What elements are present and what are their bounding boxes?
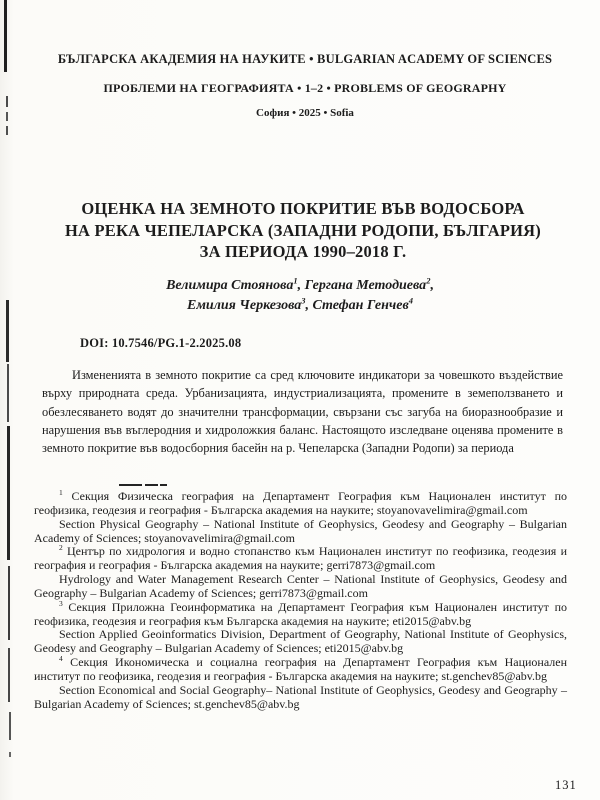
scan-edge-artifact [7, 426, 10, 560]
article-title-line: ОЦЕНКА НА ЗЕМНОТО ПОКРИТИЕ ВЪВ ВОДОСБОРА [81, 199, 525, 218]
footnote-marker: 2 [59, 543, 63, 553]
author: Велимира Стоянова$^1$, [166, 275, 305, 293]
footnote: Hydrology and Water Management Research Center – National Institute of Geophysics, Geodesy and Geography – Bulgarian Academy of Sciences; gerri7873@gmail.com [34, 572, 567, 600]
footnote: $^3$ Секция Приложна Геоинформатика на Департамент География към Национален институт по геофизика, геодезия и география към Българска академия на науките; eti2015@abv.bg [34, 598, 567, 628]
footnote: Section Economical and Social Geography– National Institute of Geophysics, Geodesy and Geography – Bulgarian Academy of Sciences; st.genchev85@abv.bg [34, 682, 567, 711]
author-affiliation-marker: 2 [426, 275, 431, 286]
scan-edge-artifact [7, 364, 9, 422]
scan-edge-artifact [6, 126, 8, 135]
author: Емилия Черкезова$^3$, [187, 295, 313, 313]
author-affiliation-marker: 1 [293, 275, 298, 286]
scan-edge-artifact [9, 752, 11, 757]
footnote: $^1$ Секция Физическа география на Департамент География към Национален институт по геофизика, геодезия и география - Българска академия на науките; stoyanovavelimira@gmail.com [34, 488, 568, 517]
scan-edge-artifact [4, 0, 7, 72]
footnote-marker: 1 [59, 488, 63, 497]
author: Гергана Методиева$^2$, [304, 275, 434, 293]
article-title-line: НА РЕКА ЧЕПЕЛАРСКА (ЗАПАДНИ РОДОПИ, БЪЛГАРИЯ) [65, 220, 541, 240]
footnote-separator-rule [119, 484, 167, 486]
footnote: Section Physical Geography – National Institute of Geophysics, Geodesy and Geography – Bulgarian Academy of Sciences; stoyanovavelimira@gmail.com [34, 516, 567, 545]
journal-header [28, 52, 582, 120]
article-title [8, 198, 598, 263]
footnote: $^4$ Секция Икономическа и социална география на Департамент География към Национален институт по геофизика, геодезия и география - Българска академия на науките; st.genchev85@abv.bg [34, 654, 567, 683]
footnote: Section Applied Geoinformatics Division, Department of Geography, National Institute of Geophysics, Geodesy and Geography – Bulgarian Academy of Sciences; eti2015@abv.bg [34, 627, 567, 656]
footnote-marker: 4 [59, 654, 63, 664]
author: Стефан Генчев$^4$ [312, 295, 413, 313]
scan-edge-artifact [6, 112, 8, 121]
author-list [0, 276, 600, 316]
author-affiliation-marker: 3 [301, 295, 306, 306]
journal-name: ПРОБЛЕМИ НА ГЕОГРАФИЯТА • 1–2 • PROBLEMS OF GEOGRAPHY [103, 81, 507, 95]
footnotes-block [34, 490, 567, 712]
footnote-marker: 3 [59, 598, 63, 608]
journal-city-year: София • 2025 • Sofia [256, 107, 354, 119]
scan-edge-artifact [9, 712, 11, 740]
scan-edge-artifact [8, 648, 10, 702]
academy-name: БЪЛГАРСКА АКАДЕМИЯ НА НАУКИТЕ • BULGARIAN ACADEMY OF SCIENCES [57, 52, 553, 66]
footnote: $^2$ Център по хидрология и водно стопанство към Национален институт по геофизика, геодезия и география и география - Българска академия на науките; gerri7873@gmail.com [34, 543, 568, 573]
article-title-line: ЗА ПЕРИОДА 1990–2018 Г. [199, 242, 407, 261]
abstract-paragraph: Измененията в земното покритие са сред ключовите индикатори за човешкото въздействие върху природната среда. Урбанизацията, индустриализацията, промените в земеползването и обезлесяването водят до значителни трансформации, свързани със загуба на биоразнообразие и нарушения във въглеродния и хидроложкия баланс. Настоящото изследване оценява промените в земното покритие във водосборния басейн на р. Чепеларска (Западни Родопи) за периода [42, 368, 563, 456]
scan-edge-artifact [8, 566, 10, 640]
page-number: 131 [555, 778, 577, 792]
author-affiliation-marker: 4 [408, 295, 413, 306]
doi-line: DOI: 10.7546/PG.1-2.2025.08 [80, 336, 242, 350]
scan-edge-artifact [6, 96, 8, 107]
